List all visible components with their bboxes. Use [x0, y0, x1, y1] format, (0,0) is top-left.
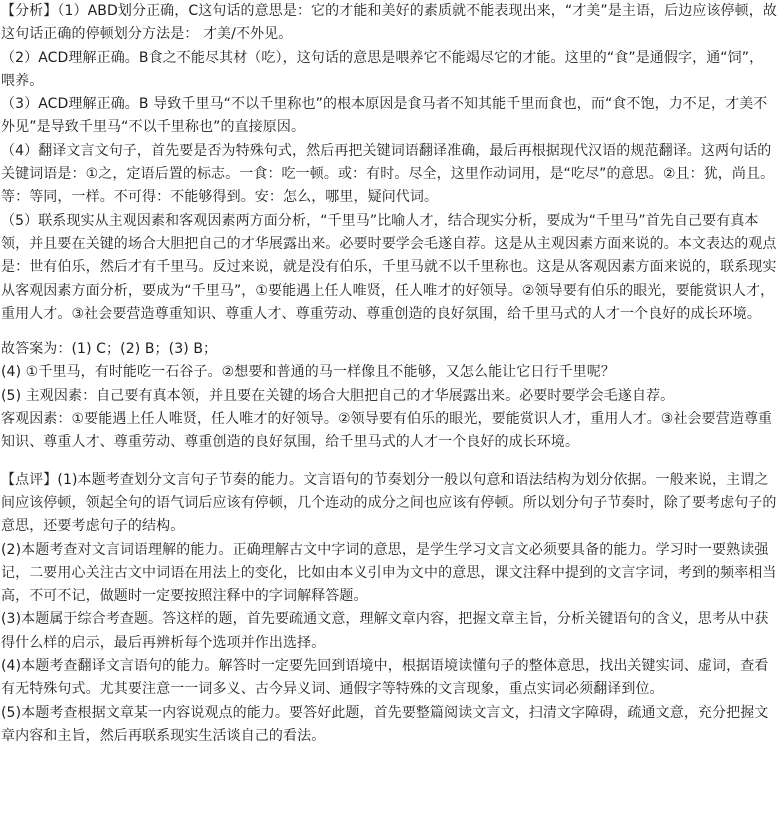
comment-paragraph-2: (2)本题考查对文言词语理解的能力。正确理解古文中字词的意思，是学生学习文言文必须要具备的能力。学习时一要熟读强记，二要用心关注古文中词语在用法上的变化，比如由本义引申为文中的意思，课文注释中提到的文言字词，考到的频率相当高，不可不记，做题时一定要按照注释中的字词解释答题。	[1, 541, 777, 605]
answer-section	[1, 338, 777, 454]
document-body	[1, 0, 777, 748]
answer-subjective-factors: (5) 主观因素：自己要有真本领，并且要在关键的场合大胆把自己的才华展露出来。必要时要学会毛遂自荐。	[1, 387, 675, 404]
analysis-paragraph-2: （2）ACD理解正确。B食之不能尽其材（吃），这句话的意思是喂养它不能竭尽它的才能。这里的“食”是通假字，通“饲”，喂养。	[1, 49, 764, 89]
comment-paragraph-4: (4)本题考查翻译文言语句的能力。解答时一定要先回到语境中，根据语境读懂句子的整体意思，找出关键实词、虚词，查看有无特殊句式。尤其要注意一一词多义、古今异义词、通假字等特殊的文言现象，重点实词必须翻译到位。	[1, 658, 769, 698]
analysis-paragraph-3: （3）ACD理解正确。B 导致千里马“不以千里称也”的根本原因是食马者不知其能千里而食也，而“食不饱，力不足，才美不外见”是导致千里马“不以千里称也”的直接原因。	[1, 96, 768, 136]
analysis-paragraph-5: （5）联系现实从主观因素和客观因素两方面分析，“千里马”比喻人才，结合现实分析，要成为“千里马”首先自己要有真本领，并且要在关键的场合大胆把自己的才华展露出来。必要时要学会毛遂自荐。这是从主观因素方面来说的。本文表达的观点是：世有伯乐，然后才有千里马。反过来说，就是没有伯乐，千里马就不以千里称也。这是从客观因素方面来说的，联系现实从客观因素方面分析，要成为“千里马”，①要能遇上任人唯贤，任人唯才的好领导。②领导要有伯乐的眼光，要能赏识人才，重用人才。③社会要营造尊重知识、尊重人才、尊重劳动、尊重创造的良好氛围，给千里马式的人才一个良好的成长环境。	[1, 212, 777, 322]
comment-paragraph-3: (3)本题属于综合考查题。答这样的题，首先要疏通文意，理解文章内容，把握文章主旨，分析关键语句的含义，思考从中获得什么样的启示，最后再辨析每个选项并作出选择。	[1, 611, 769, 651]
analysis-paragraph-4: （4）翻译文言文句子，首先要是否为特殊句式，然后再把关键词语翻译准确，最后再根据现代汉语的规范翻译。这两句话的关键词语是：①之，定语后置的标志。一食：吃一顿。或：有时。尽全，这里作动词用，是“吃尽”的意思。②且：犹，尚且。等：等同，一样。不可得：不能够得到。安：怎么，哪里，疑问代词。	[1, 142, 775, 206]
answer-translation: (4) ①千里马，有时能吃一石谷子。②想要和普通的马一样像且不能够，又怎么能让它日行千里呢？	[1, 364, 615, 381]
analysis-section	[1, 0, 777, 326]
analysis-paragraph-1: 【分析】（1）ABD划分正确，C这句话的意思是：它的才能和美好的素质就不能表现出来，“才美”是主语，后边应该停顿，故这句话正确的停顿划分方法是： 才美/不外见。	[1, 3, 777, 43]
section-spacer	[1, 326, 777, 338]
section-spacer	[1, 455, 777, 469]
comment-paragraph-5: (5)本题考查根据文章某一内容说观点的能力。要答好此题，首先要整篇阅读文言文，扫清文字障碍，疏通文意，充分把握文章内容和主旨，然后再联系现实生活谈自己的看法。	[1, 704, 769, 744]
answer-choices: 故答案为：(1) C；(2) B；(3) B；	[1, 341, 218, 358]
comment-paragraph-1: 【点评】(1)本题考查划分文言句子节奏的能力。文言语句的节奏划分一般以句意和语法结构为划分依据。一般来说，主谓之间应该停顿，领起全句的语气词后应该有停顿，几个连动的成分之间也应该有停顿。所以划分句子节奏时，除了要考虑句子的意思，还要考虑句子的结构。	[1, 471, 777, 535]
comment-section	[1, 469, 777, 749]
answer-objective-factors: 客观因素：①要能遇上任人唯贤，任人唯才的好领导。②领导要有伯乐的眼光，要能赏识人才，重用人才。③社会要营造尊重知识、尊重人才、尊重劳动、尊重创造的良好氛围，给千里马式的人才一个良好的成长环境。	[1, 411, 773, 451]
